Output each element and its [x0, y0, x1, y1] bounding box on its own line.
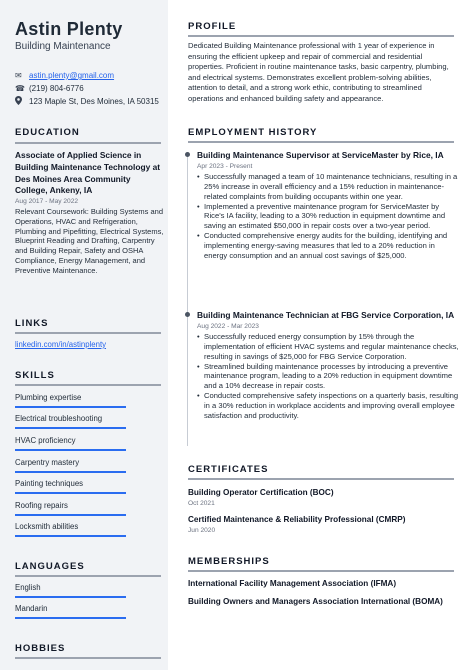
certificate-name: Building Operator Certification (BOC): [188, 488, 334, 497]
skill-name: Painting techniques: [15, 479, 84, 488]
skill-level-fill: [15, 406, 126, 408]
language-name: English: [15, 583, 41, 592]
address-text: 123 Maple St, Des Moines, IA 50315: [29, 97, 159, 106]
email-link[interactable]: astin.plenty@gmail.com: [29, 71, 115, 80]
job-bullets: [197, 172, 459, 261]
certificate-name: Certified Maintenance & Reliability Professional (CMRP): [188, 515, 406, 524]
job-dates: Apr 2023 - Present: [197, 163, 253, 170]
section-divider: [15, 657, 161, 659]
membership-name: Building Owners and Managers Association International (BOMA): [188, 597, 443, 606]
contact-address: [15, 96, 159, 107]
job-bullet: • Conducted comprehensive safety inspections on a quarterly basis, resulting in a 30% reduction in workplace accidents and improving overall employee satisfaction and productivity.: [197, 391, 459, 421]
timeline-line: [187, 156, 188, 446]
language-level-bar: [15, 617, 126, 619]
certificates-heading: CERTIFICATES: [188, 464, 269, 475]
education-heading: EDUCATION: [15, 127, 80, 138]
skill-level-bar: [15, 514, 126, 516]
section-divider: [15, 332, 161, 334]
skill-level-fill: [15, 514, 126, 516]
certificate-date: Oct 2021: [188, 500, 215, 507]
job-dates: Aug 2022 - Mar 2023: [197, 323, 259, 330]
language-level-fill: [15, 617, 126, 619]
skill-level-fill: [15, 449, 126, 451]
skill-level-bar: [15, 492, 126, 494]
envelope-icon: ✉: [15, 71, 22, 80]
contact-email: [15, 71, 114, 80]
language-name: Mandarin: [15, 604, 48, 613]
language-level-bar: [15, 596, 126, 598]
timeline-dot: [185, 312, 190, 317]
membership-name: International Facility Management Association (IFMA): [188, 579, 397, 588]
candidate-title: Building Maintenance: [15, 41, 111, 52]
education-degree: Associate of Applied Science in Building Maintenance Technology at Des Moines Area Community College, Ankeny, IA: [15, 150, 161, 196]
main-content: [168, 0, 474, 670]
section-divider: [15, 142, 161, 144]
location-pin-icon: [15, 96, 25, 107]
skill-level-bar: [15, 471, 126, 473]
skill-level-bar: [15, 406, 126, 408]
skill-level-fill: [15, 492, 126, 494]
skill-name: Electrical troubleshooting: [15, 414, 103, 423]
skill-name: Plumbing expertise: [15, 393, 82, 402]
section-divider: [188, 141, 454, 143]
memberships-heading: MEMBERSHIPS: [188, 556, 270, 567]
job-title: Building Maintenance Technician at FBG Service Corporation, IA: [197, 310, 455, 320]
education-coursework: Relevant Coursework: Building Systems and Operations, HVAC and Refrigeration, Plumbing and Pipefitting, Electrical Systems, Blueprint Reading and Drafting, Carpentry and Building Repair, Safety and OSHA Compliance, Energy Management, and Preventive Maintenance.: [15, 207, 164, 275]
job-title: Building Maintenance Supervisor at ServiceMaster by Rice, IA: [197, 150, 444, 160]
section-divider: [188, 570, 454, 572]
job-bullet: • Successfully managed a team of 10 maintenance technicians, resulting in a 25% increase in overall efficiency and a 15% reduction in maintenance-related complaints from building occupants within one year.: [197, 172, 459, 202]
contact-phone: [15, 84, 84, 93]
skill-name: Locksmith abilities: [15, 522, 79, 531]
candidate-name: Astin Plenty: [15, 19, 123, 39]
job-bullet: • Streamlined building maintenance processes by introducing a preventive maintenance program, leading to a 20% reduction in equipment downtime and a 10% decrease in repair costs.: [197, 362, 459, 392]
skill-level-fill: [15, 535, 126, 537]
skill-level-bar: [15, 535, 126, 537]
employment-heading: EMPLOYMENT HISTORY: [188, 127, 318, 138]
languages-heading: LANGUAGES: [15, 561, 85, 572]
linkedin-link[interactable]: linkedin.com/in/astinplenty: [15, 340, 107, 349]
profile-heading: PROFILE: [188, 21, 237, 32]
skill-level-bar: [15, 427, 126, 429]
skill-name: Carpentry mastery: [15, 458, 80, 467]
section-divider: [15, 575, 161, 577]
job-bullet: • Successfully reduced energy consumption by 15% through the implementation of efficient HVAC systems and regular maintenance checks, resulting in savings of $25,000 for FBG Service Corporation.: [197, 332, 459, 362]
certificate-date: Jun 2020: [188, 527, 216, 534]
job-bullet: • Implemented a preventive maintenance program for ServiceMaster by Rice's IA facility, leading to a 30% reduction in equipment downtime and saving an estimated $50,000 in repair costs over a two-year period.: [197, 202, 459, 232]
section-divider: [188, 478, 454, 480]
skill-level-bar: [15, 449, 126, 451]
timeline-dot: [185, 152, 190, 157]
skill-level-fill: [15, 471, 126, 473]
skill-level-fill: [15, 427, 126, 429]
job-bullet: • Conducted comprehensive energy audits for the building, identifying and implementing energy-saving measures that led to a 20% reduction in energy consumption and an annual cost savings of $25,000.: [197, 231, 459, 261]
hobbies-heading: HOBBIES: [15, 643, 66, 654]
education-dates: Aug 2017 - May 2022: [15, 198, 79, 205]
profile-summary: Dedicated Building Maintenance professional with 1 year of experience in ensuring the efficient upkeep and repair of commercial and residential properties. Proficient in routine maintenance tasks, basic carpentry, plumbing, and electrical systems. Demonstrates excellent problem-solving abilities, attention to detail, and a strong work ethic, contributing to streamlined operations and enhanced building safety and appearance.: [188, 41, 449, 103]
skills-heading: SKILLS: [15, 370, 55, 381]
phone-text: (219) 804-6776: [29, 84, 84, 93]
section-divider: [15, 384, 161, 386]
job-bullets: [197, 332, 459, 421]
language-level-fill: [15, 596, 126, 598]
phone-icon: ☎: [15, 84, 25, 93]
skill-name: Roofing repairs: [15, 501, 68, 510]
sidebar: [0, 0, 168, 670]
skill-name: HVAC proficiency: [15, 436, 76, 445]
section-divider: [188, 35, 454, 37]
links-heading: LINKS: [15, 318, 49, 329]
